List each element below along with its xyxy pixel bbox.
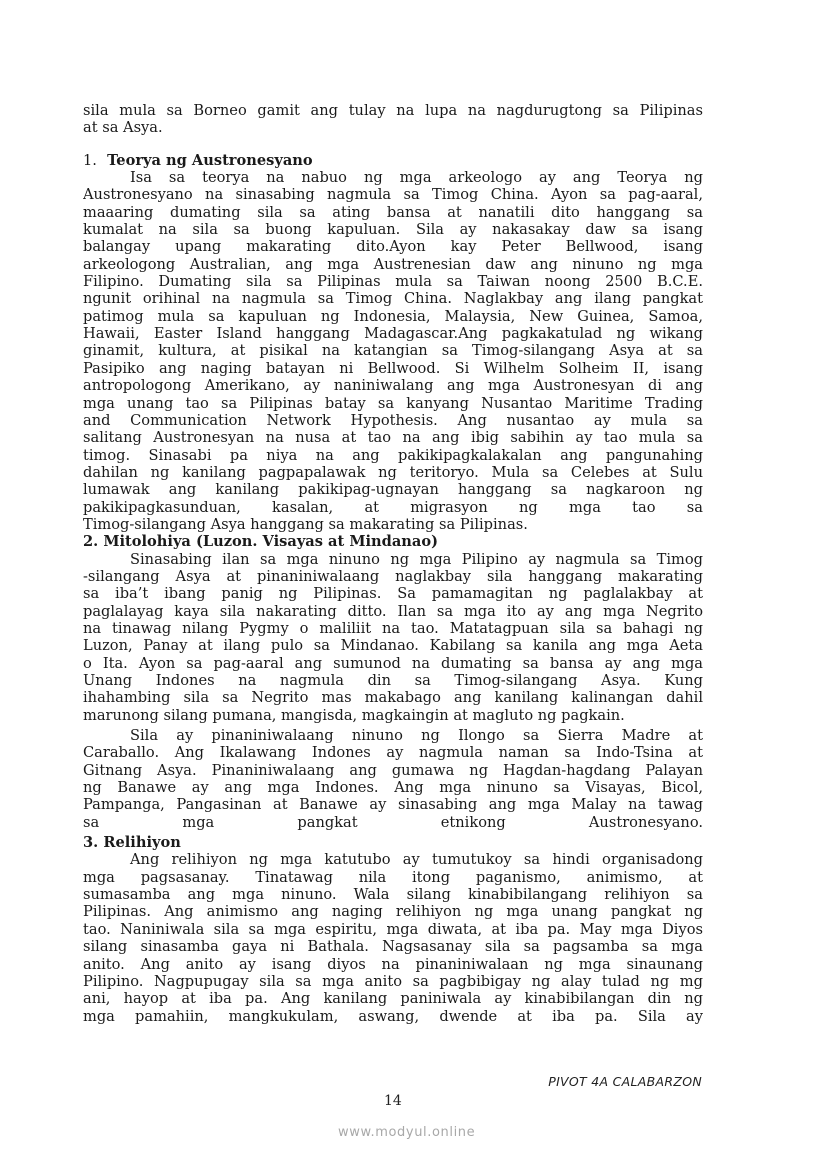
section-heading-1 [83,152,703,169]
body-line: Unang Indones na nagmula din sa Timog-silangang Asya. Kung [83,672,703,689]
body-line: Pasipiko ang naging batayan ni Bellwood. Si Wilhelm Solheim II, isang [83,359,703,377]
body-line: patimog mula sa kapuluan ng Indonesia, Malaysia, New Guinea, Samoa, [83,307,703,325]
body-line: mga pagsasanay. Tinatawag nila itong paganismo, animismo, at [83,868,703,886]
body-line: pakikipagkasunduan, kasalan, at migrasyon ng mga tao sa [83,498,703,516]
body-line: sa iba’t ibang panig ng Pilipinas. Sa pamamagitan ng paglalakbay at [83,585,703,603]
section-2-paragraph-2 [83,727,703,831]
body-line: salitang Austronesyan na nusa at tao na ang ibig sabihin ay tao mula sa [83,429,703,447]
body-line: balangay upang makarating dito.Ayon kay Peter Bellwood, isang [83,238,703,256]
body-line: antropologong Amerikano, ay naniniwalang ang mga Austronesyan di ang [83,377,703,395]
body-line: mga unang tao sa Pilipinas batay sa kanyang Nusantao Maritime Trading [83,394,703,412]
body-line: Austronesyano na sinasabing nagmula sa Timog China. Ayon sa pag-aaral, [83,186,703,204]
body-line: lumawak ang kanilang pakikipag-ugnayan hanggang sa nagkaroon ng [83,481,703,499]
section-3-paragraph-1 [83,851,703,1024]
body-line: tao. Naniniwala sila sa mga espiritu, mga diwata, at iba pa. May mga Diyos [83,920,703,938]
body-line: Sila ay pinaniniwalaang ninuno ng Ilongo sa Sierra Madre at [130,727,703,745]
footer-organization: PIVOT 4A CALABARZON [548,1074,702,1089]
section-heading-3 [83,834,703,851]
body-line: ihahambing sila sa Negrito mas makabago ang kanilang kalinangan dahil [83,689,703,707]
watermark: www.modyul.online [338,1125,476,1140]
body-line: o Ita. Ayon sa pag-aaral ang sumunod na dumating sa bansa ay ang mga [83,654,703,672]
body-line: na tinawag nilang Pygmy o maliliit na tao. Matatagpuan sila sa bahagi ng [83,619,703,637]
body-line: kumalat na sila sa buong kapuluan. Sila ay nakasakay daw sa isang [83,221,703,239]
page-number: 14 [384,1093,402,1109]
body-line: maaaring dumating sila sa ating bansa at nanatili dito hanggang sa [83,203,703,221]
body-line: silang sinasamba gaya ni Bathala. Nagsasanay sila sa pagsamba sa mga [83,938,703,956]
body-line: Filipino. Dumating sila sa Pilipinas mula sa Taiwan noong 2500 B.C.E. [83,273,703,291]
section-2-paragraph-1 [83,551,703,724]
section-title: Relihiyon [103,834,181,852]
document-body [83,102,703,1025]
body-line: Pampanga, Pangasinan at Banawe ay sinasabing ang mga Malay na tawag [83,796,703,814]
body-line: -silangang Asya at pinaniniwalaang naglakbay sila hanggang makarating [83,567,703,585]
body-line: ng Banawe ay ang mga Indones. Ang mga ninuno sa Visayas, Bicol, [83,779,703,797]
body-line: Caraballo. Ang Ikalawang Indones ay nagmula naman sa Indo-Tsina at [83,744,703,762]
body-line: ginamit, kultura, at pisikal na katangian sa Timog-silangang Asya at sa [83,342,703,360]
body-line: Luzon, Panay at ilang pulo sa Mindanao. Kabilang sa kanila ang mga Aeta [83,637,703,655]
body-line: mga pamahiin, mangkukulam, aswang, dwende at iba pa. Sila ay [83,1007,703,1025]
body-line: Timog-silangang Asya hanggang sa makarating sa Pilipinas. [83,515,528,533]
body-line: sa mga pangkat etnikong Austronesyano. [83,813,703,831]
section-number: 3. [83,834,99,852]
body-line: Pilipino. Nagpupugay sila sa mga anito sa pagbibigay ng alay tulad ng mg [83,972,703,990]
body-line: Hawaii, Easter Island hanggang Madagascar.Ang pagkakatulad ng wikang [83,325,703,343]
body-line: paglalayag kaya sila nakarating ditto. Ilan sa mga ito ay ang mga Negrito [83,602,703,620]
body-line: sumasamba ang mga ninuno. Wala silang kinabibilangang relihiyon sa [83,886,703,904]
body-line: arkeologong Australian, ang mga Austrenesian daw ang ninuno ng mga [83,255,703,273]
body-line: Isa sa teorya na nabuo ng mga arkeologo ay ang Teorya ng [130,169,703,187]
body-line: sila mula sa Borneo gamit ang tulay na lupa na nagdurugtong sa Pilipinas [83,102,703,119]
section-number: 2. [83,533,99,551]
body-line: timog. Sinasabi pa niya na ang pakikipagkalakalan ang pangunahing [83,446,703,464]
body-line: ngunit orihinal na nagmula sa Timog China. Naglakbay ang ilang pangkat [83,290,703,308]
body-line: Gitnang Asya. Pinaniniwalaang ang gumawa ng Hagdan-hagdang Palayan [83,761,703,779]
body-line: dahilan ng kanilang pagpapalawak ng teritoryo. Mula sa Celebes at Sulu [83,463,703,481]
body-line: at sa Asya. [83,119,163,137]
body-line: Pilipinas. Ang animismo ang naging relihiyon ng mga unang pangkat ng [83,903,703,921]
body-line: Sinasabing ilan sa mga ninuno ng mga Pilipino ay nagmula sa Timog [130,550,703,568]
body-line: Ang relihiyon ng mga katutubo ay tumutukoy sa hindi organisadong [130,851,703,869]
body-line: marunong silang pumana, mangisda, magkaingin at magluto ng pagkain. [83,706,625,724]
section-heading-2 [83,533,703,550]
body-line: and Communication Network Hypothesis. Ang nusantao ay mula sa [83,411,703,429]
body-line: anito. Ang anito ay isang diyos na pinaniniwalaan ng mga sinaunang [83,955,703,973]
section-number: 1. [83,151,97,169]
section-title: Mitolohiya (Luzon. Visayas at Mindanao) [103,533,439,551]
section-1-paragraph-1 [83,169,703,533]
body-line: ani, hayop at iba pa. Ang kanilang paniniwala ay kinabibilangan din ng [83,990,703,1008]
section-title: Teorya ng Austronesyano [107,151,313,169]
